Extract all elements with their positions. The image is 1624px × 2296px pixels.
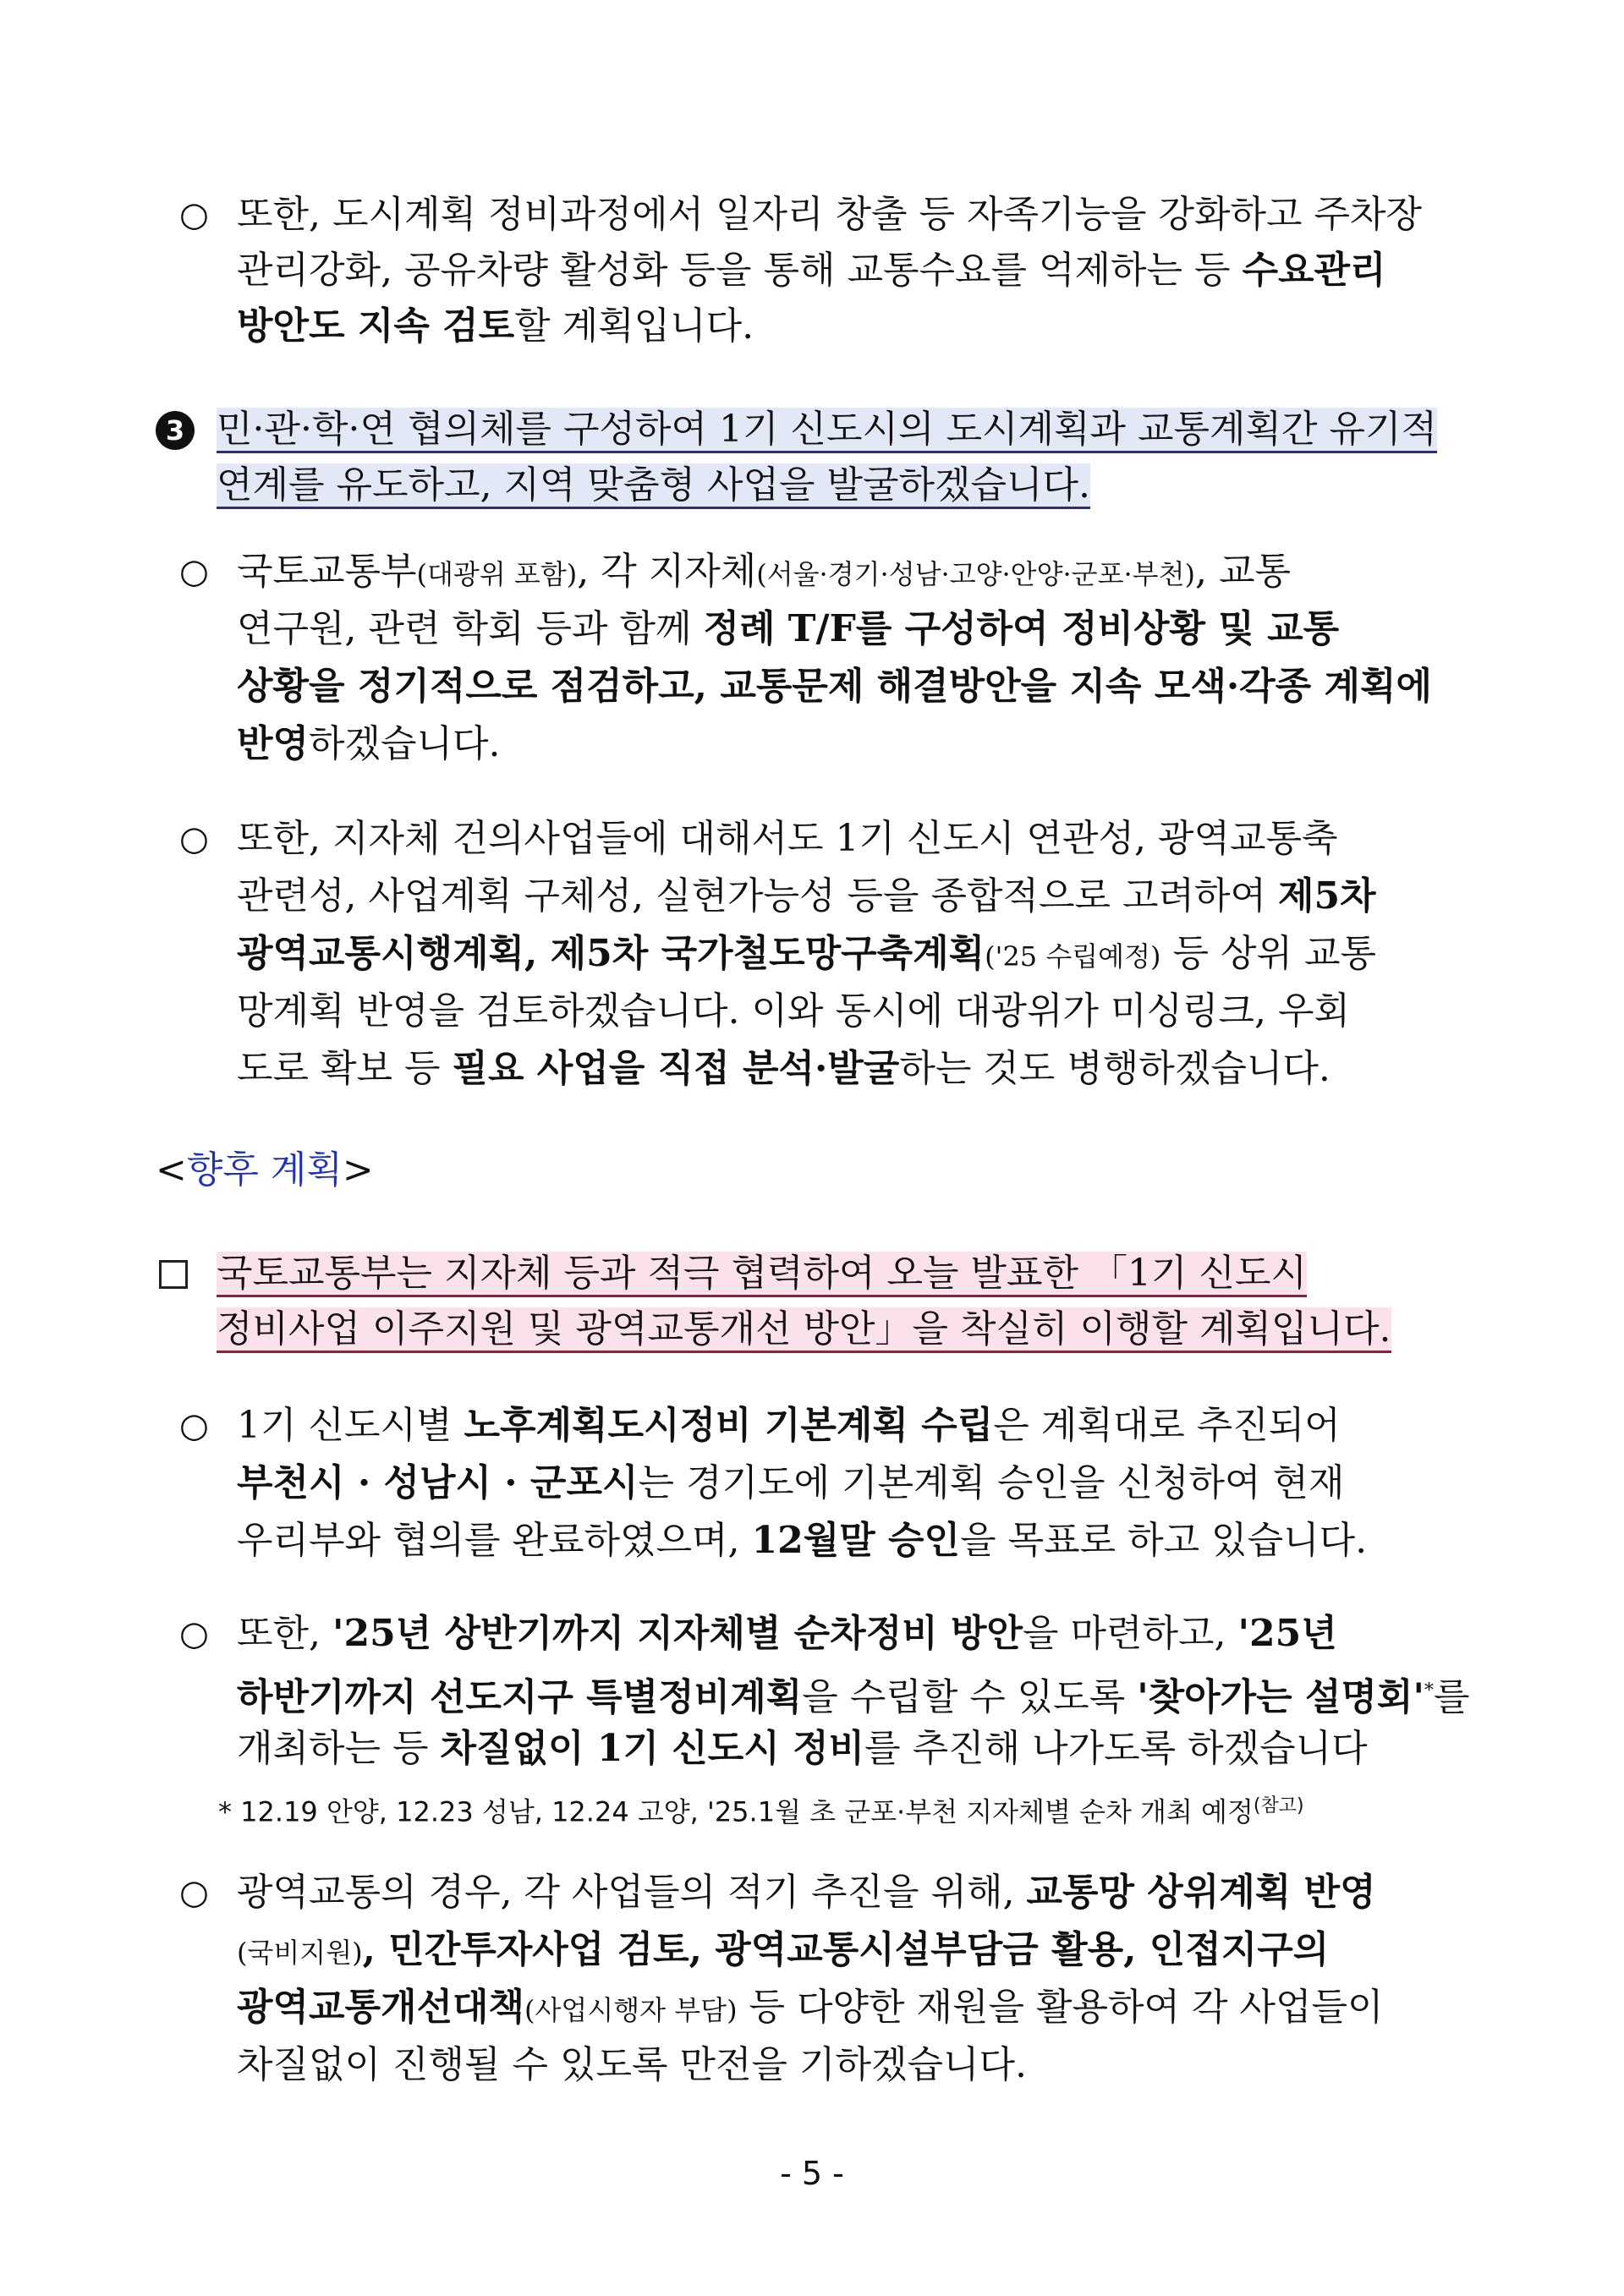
bullet-circle-icon: ○: [179, 1406, 209, 1445]
para2-line1: 국토교통부(대광위 포함), 각 지자체(서울·경기·성남·고양·안양·군포·부천), 교통: [237, 550, 1291, 593]
bullet-circle-icon: ○: [179, 1614, 209, 1653]
para6-line2: (국비지원), 민간투자사업 검토, 광역교통시설부담금 활용, 인접지구의: [237, 1928, 1330, 1971]
bullet-circle-icon: ○: [179, 819, 209, 858]
checkbox-square-icon: [159, 1260, 188, 1289]
para4-line2: 부천시 · 성남시 · 군포시는 경기도에 기본계획 승인을 신청하여 현재: [237, 1461, 1345, 1504]
footnote: * 12.19 안양, 12.23 성남, 12.24 고양, '25.1월 초 군포·부천 지자체별 순차 개최 예정$^{(참고)}$: [218, 1795, 1304, 1828]
para5-line2: 하반기까지 선도지구 특별정비계획을 수립할 수 있도록 '찾아가는 설명회'*를: [237, 1675, 1470, 1719]
para6-line4: 차질없이 진행될 수 있도록 만전을 기하겠습니다.: [237, 2043, 1027, 2086]
para5-line3: 개최하는 등 차질없이 1기 신도시 정비를 추진해 나가도록 하겠습니다: [237, 1727, 1368, 1770]
number-3-badge: 3: [156, 411, 195, 450]
future-plan-label: <향후 계획>: [156, 1148, 374, 1192]
bullet-circle-icon: ○: [179, 1873, 209, 1912]
para2-line4: 반영하겠습니다.: [237, 722, 501, 765]
heading3-line2: 연계를 유도하고, 지역 맞춤형 사업을 발굴하겠습니다.: [217, 458, 1090, 512]
para5-line1: 또한, '25년 상반기까지 지자체별 순차정비 방안을 마련하고, '25년: [237, 1612, 1337, 1655]
para1-line2: 관리강화, 공유차량 활성화 등을 통해 교통수요를 억제하는 등 수요관리: [237, 249, 1386, 292]
para1-line1: 또한, 도시계획 정비과정에서 일자리 창출 등 자족기능을 강화하고 주차장: [237, 193, 1422, 236]
para6-line1: 광역교통의 경우, 각 사업들의 적기 추진을 위해, 교통망 상위계획 반영: [237, 1871, 1376, 1914]
para3-line1: 또한, 지자체 건의사업들에 대해서도 1기 신도시 연관성, 광역교통축: [237, 817, 1338, 860]
bullet-circle-icon: ○: [179, 552, 209, 591]
page-number: - 5 -: [780, 2155, 844, 2192]
para3-line3: 광역교통시행계획, 제5차 국가철도망구축계획('25 수립예정) 등 상위 교통: [237, 932, 1376, 975]
para3-line2: 관련성, 사업계획 구체성, 실현가능성 등을 종합적으로 고려하여 제5차: [237, 874, 1376, 918]
para4-line1: 1기 신도시별 노후계획도시정비 기본계획 수립은 계획대로 추진되어: [237, 1404, 1341, 1447]
bullet-circle-icon: ○: [179, 195, 209, 234]
para4-line3: 우리부와 협의를 완료하였으며, 12월말 승인을 목표로 하고 있습니다.: [237, 1519, 1368, 1562]
main-plan-line2: 정비사업 이주지원 및 광역교통개선 방안」을 착실히 이행할 계획입니다.: [217, 1302, 1391, 1356]
para1-line3: 방안도 지속 검토할 계획입니다.: [237, 304, 754, 348]
main-plan-line1: 국토교통부는 지자체 등과 적극 협력하여 오늘 발표한 「1기 신도시: [217, 1247, 1307, 1301]
para2-line2: 연구원, 관련 학회 등과 함께 정례 T/F를 구성하여 정비상황 및 교통: [237, 607, 1340, 650]
para3-line5: 도로 확보 등 필요 사업을 직접 분석·발굴하는 것도 병행하겠습니다.: [237, 1047, 1330, 1090]
para3-line4: 망계획 반영을 검토하겠습니다. 이와 동시에 대광위가 미싱링크, 우회: [237, 989, 1350, 1033]
para6-line3: 광역교통개선대책(사업시행자 부담) 등 다양한 재원을 활용하여 각 사업들이: [237, 1986, 1384, 2029]
heading3-line1: 민·관·학·연 협의체를 구성하여 1기 신도시의 도시계획과 교통계획간 유기적: [217, 403, 1437, 457]
para2-line3: 상황을 정기적으로 점검하고, 교통문제 해결방안을 지속 모색·각종 계획에: [237, 665, 1432, 708]
